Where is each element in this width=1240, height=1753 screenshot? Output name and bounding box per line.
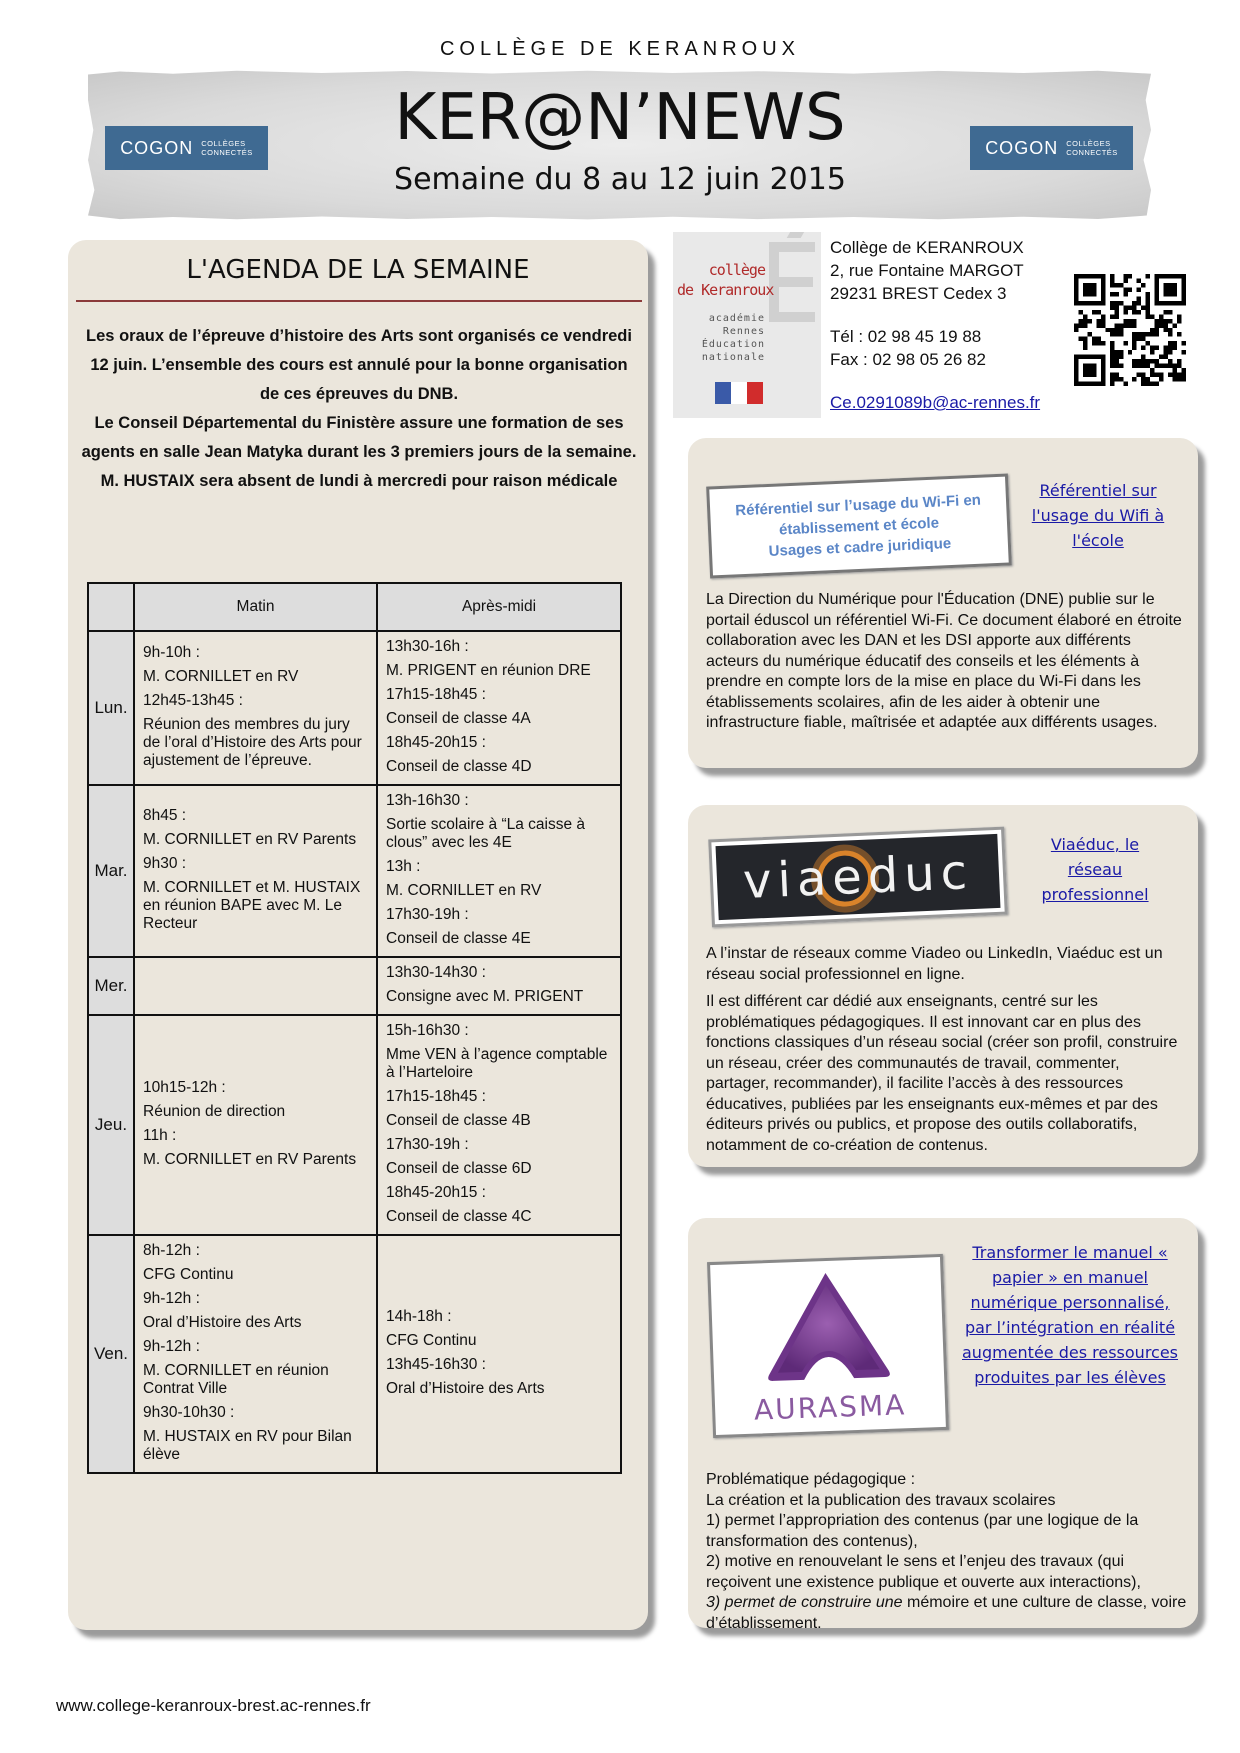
schedule-entry xyxy=(143,807,368,849)
schedule-row xyxy=(88,1235,621,1473)
newsletter-title: KER@N’NEWS xyxy=(394,81,846,155)
schedule-entry xyxy=(143,1242,368,1284)
schedule-entry-time: 13h30-16h : xyxy=(386,638,469,655)
viaeduc-logo[interactable] xyxy=(708,827,1008,928)
schedule-entry-description: Réunion de direction xyxy=(143,1103,286,1120)
schedule-entry-time: 13h : xyxy=(386,858,421,875)
schedule-entry-time: 8h45 : xyxy=(143,807,187,824)
republique-flag-icon xyxy=(715,382,763,404)
schedule-afternoon-cell xyxy=(377,785,621,957)
schedule-day: Jeu. xyxy=(88,1015,134,1235)
schedule-entry-description: CFG Continu xyxy=(143,1266,234,1283)
schedule-entry-time: 12h45-13h45 : xyxy=(143,692,243,709)
schedule-entry-description: Conseil de classe 4D xyxy=(386,758,532,775)
schedule-entry xyxy=(386,792,612,852)
contact-info xyxy=(830,236,1070,414)
schedule-header-corner xyxy=(88,583,134,631)
schedule-entry-time: 11h : xyxy=(143,1127,177,1144)
aurasma-article-body xyxy=(706,1470,1191,1634)
schedule-entry xyxy=(386,1022,612,1082)
schedule-entry-description: Oral d’Histoire des Arts xyxy=(386,1380,545,1397)
schedule-entry-description: M. CORNILLET et M. HUSTAIX en réunion BAPE avec M. Le Recteur xyxy=(143,879,361,932)
schedule-afternoon-cell xyxy=(377,1015,621,1235)
viaeduc-article-intro: A l’instar de réseaux comme Viadeo ou LinkedIn, Viaéduc est un réseau social professionnel en ligne. xyxy=(706,945,1163,983)
schedule-entry-time: 13h-16h30 : xyxy=(386,792,469,809)
aurasma-logo[interactable] xyxy=(707,1254,949,1438)
schedule-header-morning: Matin xyxy=(134,583,377,631)
schedule-entry-description: Conseil de classe 4C xyxy=(386,1208,532,1225)
viaeduc-article-link[interactable]: Viaéduc, le réseau professionnel xyxy=(1041,835,1149,904)
schedule-morning-cell xyxy=(134,785,377,957)
aurasma-logo-text: AURASMA xyxy=(753,1388,907,1427)
schedule-entry-description: Consigne avec M. PRIGENT xyxy=(386,988,584,1005)
schedule-entry-description: Conseil de classe 6D xyxy=(386,1160,532,1177)
qr-code-icon xyxy=(1074,274,1186,386)
schedule-entry-description: M. CORNILLET en RV xyxy=(386,882,542,899)
footer-website[interactable]: www.college-keranroux-brest.ac-rennes.fr xyxy=(56,1696,371,1715)
schedule-entry-time: 17h15-18h45 : xyxy=(386,1088,486,1105)
contact-fax: Fax : 02 98 05 26 82 xyxy=(830,350,986,369)
schedule-row xyxy=(88,785,621,957)
college-logo-academie: académie Rennes Éducation nationale xyxy=(701,313,765,363)
aurasma-line: La création et la publication des travaux scolaires xyxy=(706,1491,1056,1509)
schedule-entry-description: Sortie scolaire à “La caisse à clous” avec les 4E xyxy=(386,816,586,851)
contact-street: 2, rue Fontaine MARGOT xyxy=(830,261,1024,280)
schedule-entry-time: 18h45-20h15 : xyxy=(386,734,486,751)
schedule-entry-time: 18h45-20h15 : xyxy=(386,1184,486,1201)
schedule-entry-time: 17h15-18h45 : xyxy=(386,686,486,703)
cogon-logo-left xyxy=(105,126,268,170)
schedule-morning-cell xyxy=(134,957,377,1015)
schedule-entry xyxy=(143,855,368,933)
schedule-afternoon-cell xyxy=(377,957,621,1015)
cogon-logo-right xyxy=(970,126,1133,170)
schedule-day: Ven. xyxy=(88,1235,134,1473)
schedule-entry-time: 13h30-14h30 : xyxy=(386,964,486,981)
cogon-logo-subtext: COLLÈGES CONNECTÉS xyxy=(201,139,253,157)
schedule-entry-time: 14h-18h : xyxy=(386,1308,452,1325)
schedule-day: Lun. xyxy=(88,631,134,785)
schedule-entry-time: 17h30-19h : xyxy=(386,906,469,923)
college-logo xyxy=(673,232,821,418)
schedule-table xyxy=(87,582,622,1474)
schedule-entry xyxy=(143,1290,368,1332)
schedule-entry-time: 9h30-10h30 : xyxy=(143,1404,235,1421)
schedule-row xyxy=(88,1015,621,1235)
schedule-entry-description: Réunion des membres du jury de l’oral d’Histoire des Arts pour ajustement de l’épreuve. xyxy=(143,716,362,769)
schedule-entry xyxy=(386,1088,612,1130)
contact-email-link[interactable]: Ce.0291089b@ac-rennes.fr xyxy=(830,393,1041,412)
schedule-afternoon-cell xyxy=(377,1235,621,1473)
agenda-intro-paragraph: Le Conseil Départemental du Finistère assure une formation de ses agents en salle Jean Matyka durant les 3 premiers jours de la semaine. xyxy=(81,414,637,461)
schedule-morning-cell xyxy=(134,1235,377,1473)
contact-city: 29231 BREST Cedex 3 xyxy=(830,284,1007,303)
agenda-divider xyxy=(76,300,642,302)
contact-name: Collège de KERANROUX xyxy=(830,238,1024,257)
schedule-header-row xyxy=(88,583,621,631)
schedule-entry xyxy=(143,1079,368,1121)
schedule-entry xyxy=(143,692,368,770)
schedule-entry-time: 9h30 : xyxy=(143,855,187,872)
schedule-entry xyxy=(143,1127,368,1169)
schedule-entry-time: 8h-12h : xyxy=(143,1242,200,1259)
viaeduc-article-body: Il est différent car dédié aux enseignants, centré sur les problématiques pédagogiques. Il est innovant car en plus des fonctions classiques d’un réseau social (créer son profil, construire un réseau, créer des communautés de travail, commenter, partager, recommander), il facilite l’accès à des ressources éducatives, publiées par les enseignants eux-mêmes et par des éditeurs privés ou publics, et propose des outils collaboratifs, notamment de co-création de contenus. xyxy=(706,993,1178,1154)
schedule-entry-description: M. CORNILLET en RV Parents xyxy=(143,1151,357,1168)
schedule-entry xyxy=(143,1404,368,1464)
cogon-logo-text: COGON xyxy=(985,138,1059,158)
schedule-entry-time: 15h-16h30 : xyxy=(386,1022,469,1039)
schedule-header-afternoon: Après-midi xyxy=(377,583,621,631)
aurasma-line: 1) permet l’appropriation des contenus (par une logique de la transformation des contenus), xyxy=(706,1512,1139,1550)
aurasma-line: 2) motive en renouvelant le sens et l’enjeu des travaux (qui reçoivent une existence publique et ouverte aux interactions), xyxy=(706,1553,1141,1591)
aurasma-line: Problématique pédagogique : xyxy=(706,1471,916,1488)
schedule-entry xyxy=(386,1308,612,1350)
college-logo-name: collège de Keranroux xyxy=(677,261,774,299)
schedule-entry xyxy=(143,1338,368,1398)
agenda-intro xyxy=(80,322,638,562)
schedule-morning-cell xyxy=(134,631,377,785)
wifi-article-body: La Direction du Numérique pour l'Éducation (DNE) publie sur le portail éduscol un référentiel Wi-Fi. Ce document élaboré en étroite collaboration avec les DAN et les DSI apporte aux différents acteurs du numérique éducatif des conseils et les éléments à prendre en compte lors de la mise en place du Wi-Fi dans les établissements scolaires, afin de les aider à obtenir une infrastructure fiable, maîtrisée et adaptée aux différents usages. xyxy=(706,591,1182,731)
aurasma-article-link[interactable]: Transformer le manuel « papier » en manuel numérique personnalisé, par l’intégration en réalité augmentée des ressources produites par les élèves xyxy=(962,1243,1179,1387)
newsletter-subtitle: Semaine du 8 au 12 juin 2015 xyxy=(394,162,846,197)
schedule-entry-description: M. CORNILLET en RV Parents xyxy=(143,831,357,848)
schedule-entry-time: 17h30-19h : xyxy=(386,1136,469,1153)
schedule-entry xyxy=(386,686,612,728)
viaeduc-logo-text: viaeduc xyxy=(741,844,975,910)
schedule-entry-description: Conseil de classe 4A xyxy=(386,710,531,727)
schedule-entry-time: 10h15-12h : xyxy=(143,1079,226,1096)
schedule-row xyxy=(88,631,621,785)
contact-tel: Tél : 02 98 45 19 88 xyxy=(830,327,982,346)
cogon-logo-subtext: COLLÈGES CONNECTÉS xyxy=(1066,139,1118,157)
schedule-entry xyxy=(386,964,612,1006)
schedule-day: Mer. xyxy=(88,957,134,1015)
school-name: COLLÈGE DE KERANROUX xyxy=(439,38,801,60)
agenda-title: L'AGENDA DE LA SEMAINE xyxy=(186,255,530,285)
agenda-intro-paragraph: M. HUSTAIX sera absent de lundi à mercredi pour raison médicale xyxy=(100,472,618,490)
schedule-entry-description: Conseil de classe 4E xyxy=(386,930,531,947)
wifi-thumbnail-text: Référentiel sur l’usage du Wi-Fi en établissement et école Usages et cadre juridique xyxy=(734,491,982,560)
schedule-entry-description: Conseil de classe 4B xyxy=(386,1112,531,1129)
schedule-row xyxy=(88,957,621,1015)
schedule-afternoon-cell xyxy=(377,631,621,785)
schedule-entry-time: 9h-12h : xyxy=(143,1290,200,1307)
aurasma-a-icon xyxy=(710,1257,946,1435)
schedule-day: Mar. xyxy=(88,785,134,957)
schedule-entry xyxy=(386,638,612,680)
schedule-entry-description: M. HUSTAIX en RV pour Bilan élève xyxy=(143,1428,352,1463)
schedule-entry xyxy=(386,906,612,948)
schedule-entry-time: 9h-10h : xyxy=(143,644,200,661)
schedule-entry xyxy=(386,734,612,776)
schedule-entry-time: 9h-12h : xyxy=(143,1338,200,1355)
education-e-icon xyxy=(769,242,815,322)
schedule-morning-cell xyxy=(134,1015,377,1235)
schedule-entry-description: M. PRIGENT en réunion DRE xyxy=(386,662,591,679)
schedule-entry-description: M. CORNILLET en RV xyxy=(143,668,299,685)
schedule-entry-description: Mme VEN à l’agence comptable à l’Harteloire xyxy=(386,1046,608,1081)
schedule-entry-description: Oral d’Histoire des Arts xyxy=(143,1314,302,1331)
schedule-entry xyxy=(386,858,612,900)
aurasma-line: 3) permet de construire une mémoire et une culture de classe, voire d’établissement. xyxy=(706,1594,1187,1632)
schedule-entry xyxy=(386,1136,612,1178)
schedule-entry xyxy=(143,644,368,686)
wifi-article-link[interactable]: Référentiel sur l'usage du Wifi à l'école xyxy=(1031,481,1165,550)
schedule-entry-description: CFG Continu xyxy=(386,1332,477,1349)
cogon-logo-text: COGON xyxy=(120,138,194,158)
wifi-thumbnail[interactable] xyxy=(706,473,1012,578)
schedule-entry xyxy=(386,1184,612,1226)
agenda-intro-paragraph: Les oraux de l’épreuve d’histoire des Arts sont organisés ce vendredi 12 juin. L’ensemble des cours est annulé pour la bonne organisation de ces épreuves du DNB. xyxy=(86,327,632,403)
schedule-entry-time: 13h45-16h30 : xyxy=(386,1356,486,1373)
schedule-entry xyxy=(386,1356,612,1398)
schedule-entry-description: M. CORNILLET en réunion Contrat Ville xyxy=(143,1362,329,1397)
